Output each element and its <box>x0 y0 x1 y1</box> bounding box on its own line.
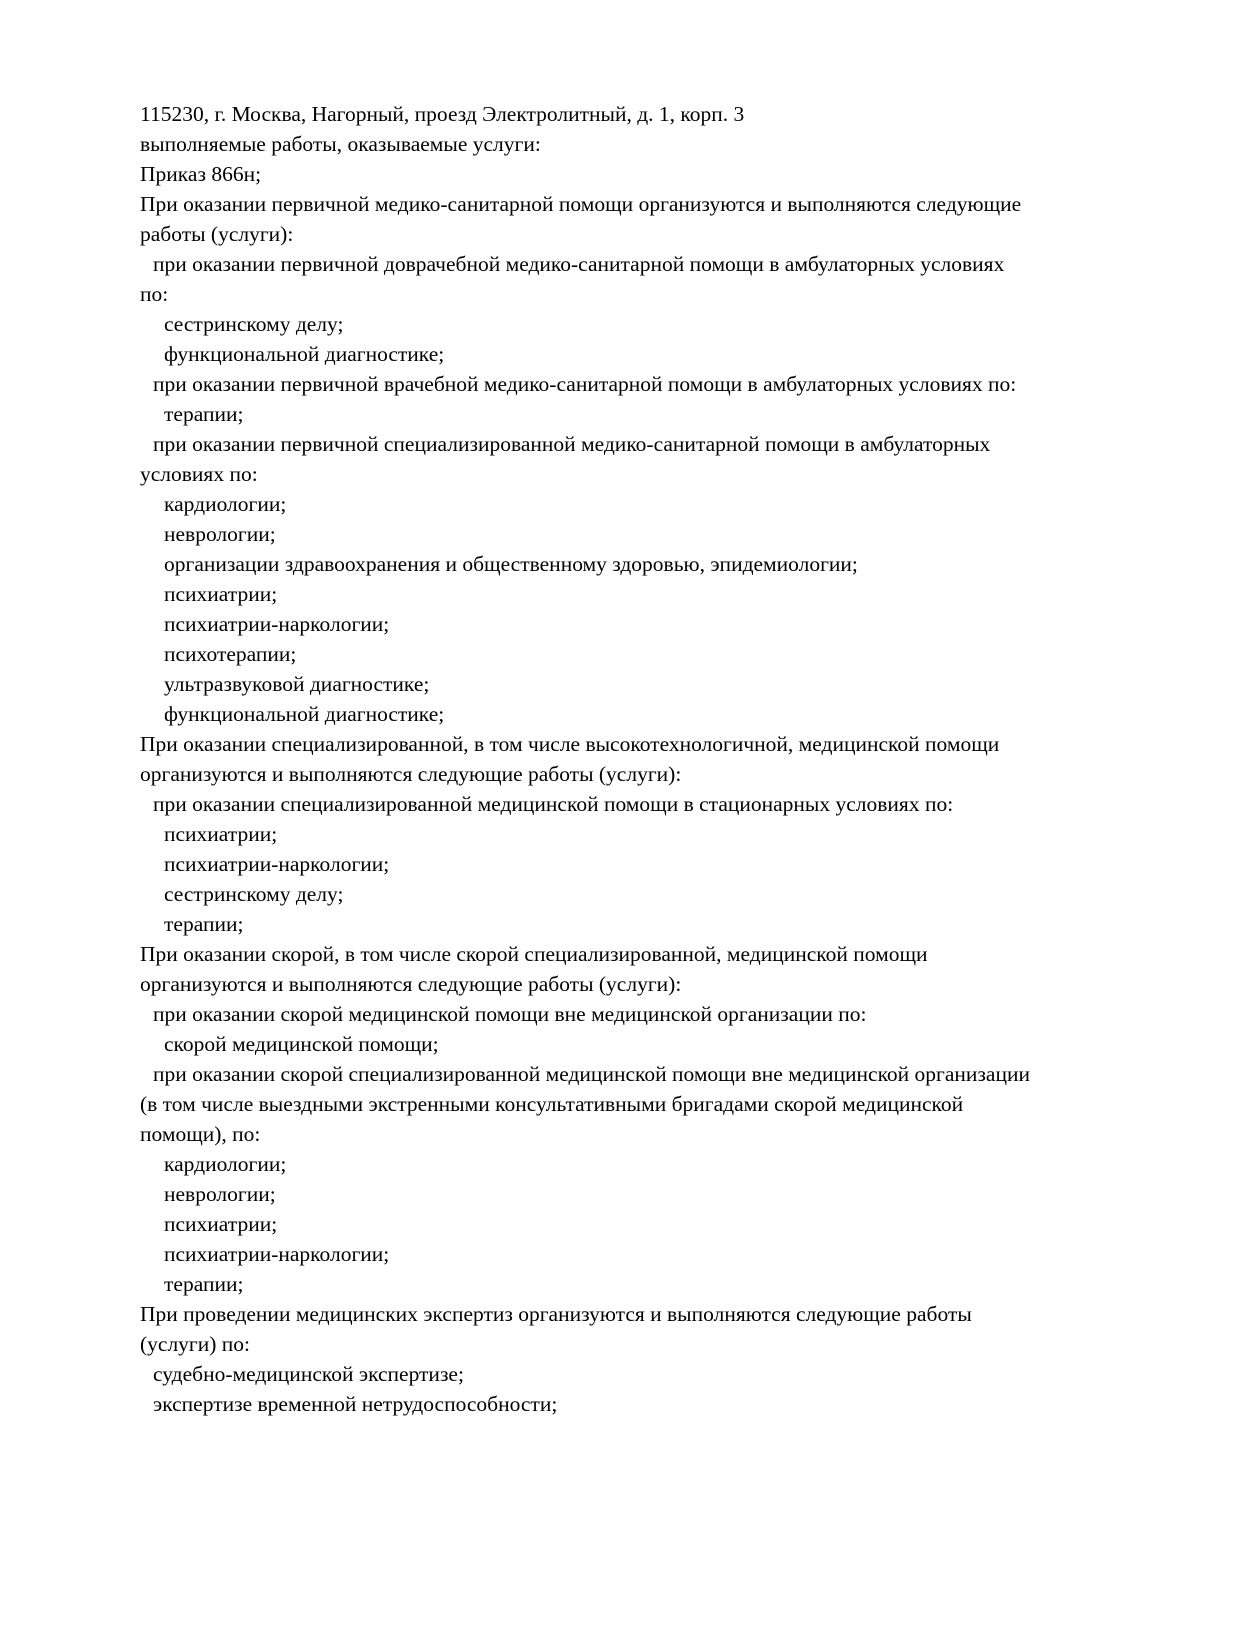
document-line: при оказании специализированной медицинской помощи в стационарных условиях по: <box>153 792 954 816</box>
document-line: При оказании скорой, в том числе скорой специализированной, медицинской помощи <box>140 942 928 966</box>
document-line: функциональной диагностике; <box>164 342 445 366</box>
document-line: сестринскому делу; <box>164 882 344 906</box>
document-line: 115230, г. Москва, Нагорный, проезд Электролитный, д. 1, корп. 3 <box>140 102 745 126</box>
document-line: при оказании скорой медицинской помощи вне медицинской организации по: <box>153 1002 867 1026</box>
document-line: функциональной диагностике; <box>164 702 445 726</box>
document-line: неврологии; <box>164 1182 276 1206</box>
document-line: психиатрии; <box>164 582 278 606</box>
document-line: выполняемые работы, оказываемые услуги: <box>140 132 541 156</box>
document-line: при оказании первичной врачебной медико-санитарной помощи в амбулаторных условиях по: <box>153 372 1017 396</box>
document-line: При оказании первичной медико-санитарной помощи организуются и выполняются следующие <box>140 192 1022 216</box>
document-line: ультразвуковой диагностике; <box>164 672 430 696</box>
document-line: судебно-медицинской экспертизе; <box>153 1362 464 1386</box>
document-line: помощи), по: <box>140 1122 261 1146</box>
document-line: организуются и выполняются следующие работы (услуги): <box>140 972 682 996</box>
document-line: психиатрии; <box>164 822 278 846</box>
document-line: неврологии; <box>164 522 276 546</box>
document-line: При оказании специализированной, в том числе высокотехнологичной, медицинской помощи <box>140 732 1000 756</box>
document-line: терапии; <box>164 1272 244 1296</box>
document-line: терапии; <box>164 402 244 426</box>
document-line: экспертизе временной нетрудоспособности; <box>153 1392 558 1416</box>
document-line: (в том числе выездными экстренными консультативными бригадами скорой медицинской <box>140 1092 964 1116</box>
document-line: психиатрии; <box>164 1212 278 1236</box>
document-line: организации здравоохранения и общественному здоровью, эпидемиологии; <box>164 552 858 576</box>
license-works-text-block <box>140 99 1150 1419</box>
document-line: психиатрии-наркологии; <box>164 1242 390 1266</box>
document-line: условиях по: <box>140 462 258 486</box>
document-line: организуются и выполняются следующие работы (услуги): <box>140 762 682 786</box>
document-line: При проведении медицинских экспертиз организуются и выполняются следующие работы <box>140 1302 972 1326</box>
document-line: работы (услуги): <box>140 222 294 246</box>
document-line: при оказании первичной доврачебной медико-санитарной помощи в амбулаторных условиях <box>153 252 1005 276</box>
document-line: терапии; <box>164 912 244 936</box>
document-line: скорой медицинской помощи; <box>164 1032 439 1056</box>
document-line: (услуги) по: <box>140 1332 251 1356</box>
document-line: при оказании первичной специализированной медико-санитарной помощи в амбулаторных <box>153 432 991 456</box>
document-line: при оказании скорой специализированной медицинской помощи вне медицинской организации <box>153 1062 1030 1086</box>
document-line: сестринскому делу; <box>164 312 344 336</box>
document-line: Приказ 866н; <box>140 162 262 186</box>
document-line: психиатрии-наркологии; <box>164 852 390 876</box>
document-line: по: <box>140 282 169 306</box>
document-line: кардиологии; <box>164 492 287 516</box>
document-line: психиатрии-наркологии; <box>164 612 390 636</box>
document-line: психотерапии; <box>164 642 297 666</box>
document-line: кардиологии; <box>164 1152 287 1176</box>
